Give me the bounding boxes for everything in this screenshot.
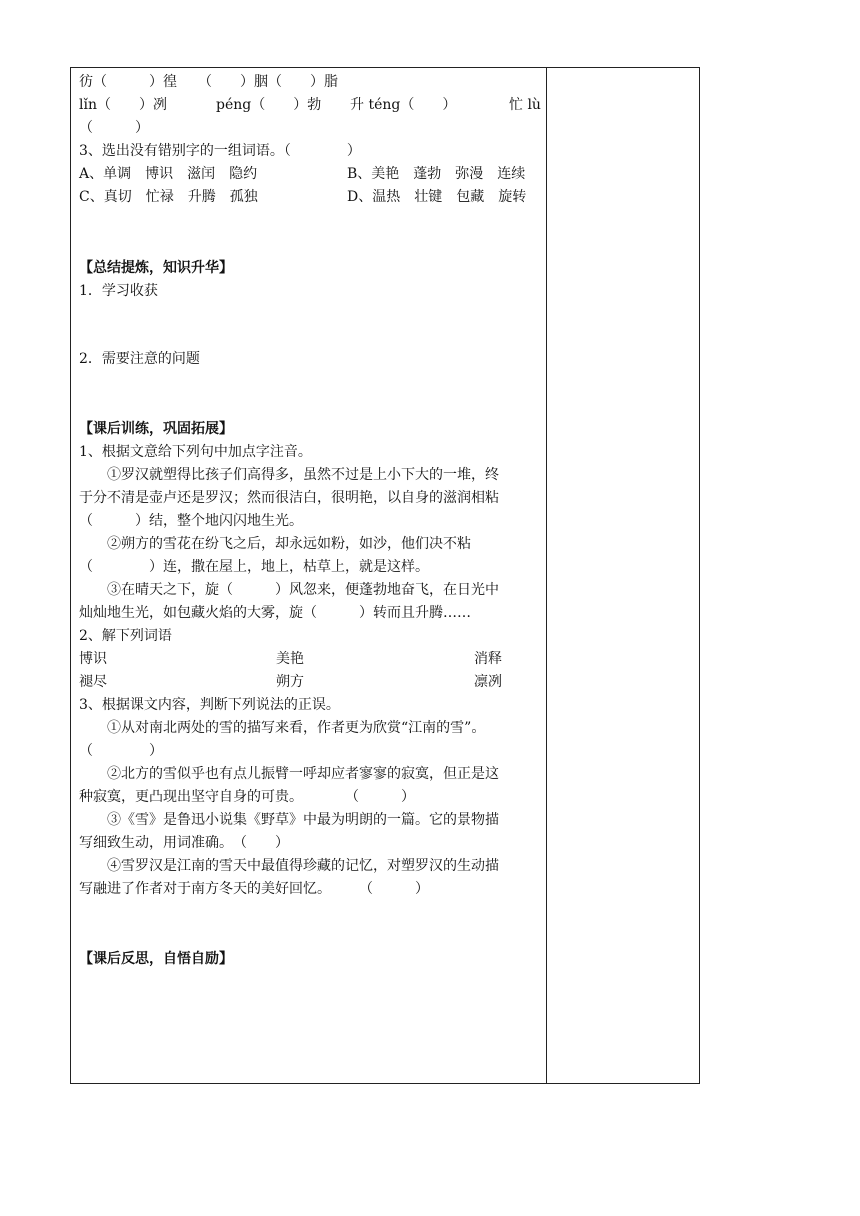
options-row-1 bbox=[79, 163, 541, 186]
summary-heading: 【总结提炼，知识升华】 bbox=[79, 260, 233, 276]
judge-3-line-2: 写细致生动，用词准确。 （ ） bbox=[79, 835, 289, 851]
word-item: 消释 bbox=[474, 651, 502, 667]
pinyin-line-2 bbox=[79, 94, 541, 117]
pinyin-item-lin: lǐn（ ）冽 bbox=[79, 97, 167, 113]
pinyin-item-peng: péng（ ）勃 bbox=[216, 97, 322, 113]
training-q2-title: 2、解下列词语 bbox=[79, 628, 172, 644]
sentence-3-line-1: ③在晴天之下，旋（ ）风忽来，便蓬勃地奋飞，在日光中 bbox=[107, 582, 499, 598]
sentence-2-line-2: （ ）连，撒在屋上，地上，枯草上，就是这样。 bbox=[79, 559, 429, 575]
words-row-1 bbox=[79, 648, 541, 671]
sentence-1-line-3: （ ）结，整个地闪闪地生光。 bbox=[79, 513, 303, 529]
judge-2-line-1: ②北方的雪似乎也有点儿振臂一呼却应者寥寥的寂寞，但正是这 bbox=[107, 766, 499, 782]
option-a: A、单调 博识 滋闰 隐约 bbox=[79, 166, 258, 182]
judge-1-line-2: （ ） bbox=[79, 743, 163, 759]
training-q1-title: 1、根据文意给下列句中加点字注音。 bbox=[79, 444, 312, 460]
pinyin-line-3: （ ） bbox=[79, 120, 149, 136]
sentence-2-line-1: ②朔方的雪花在纷飞之后，却永远如粉，如沙，他们决不粘 bbox=[107, 536, 471, 552]
training-q3-title: 3、根据课文内容，判断下列说法的正误。 bbox=[79, 697, 340, 713]
option-b: B、美艳 蓬勃 弥漫 连续 bbox=[347, 166, 526, 182]
sentence-1-line-2: 于分不清是壶卢还是罗汉；然而很洁白，很明艳，以自身的滋润相粘 bbox=[79, 490, 499, 506]
notes-column bbox=[547, 68, 699, 1083]
sentence-3-line-2: 灿灿地生光，如包藏火焰的大雾，旋（ ）转而且升腾…… bbox=[79, 605, 471, 621]
options-row-2 bbox=[79, 186, 541, 209]
pinyin-item-teng: 升 téng（ ） bbox=[350, 97, 457, 113]
option-c: C、真切 忙禄 升腾 孤独 bbox=[79, 189, 258, 205]
training-heading: 【课后训练，巩固拓展】 bbox=[79, 421, 233, 437]
judge-4-line-2: 写融进了作者对于南方冬天的美好回忆。 （ ） bbox=[79, 881, 429, 897]
question-3-title: 3、选出没有错别字的一组词语。（ ） bbox=[79, 143, 361, 159]
word-item: 美艳 bbox=[276, 651, 304, 667]
word-item: 褪尽 bbox=[79, 674, 107, 690]
word-item: 博识 bbox=[79, 651, 107, 667]
judge-3-line-1: ③《雪》是鲁迅小说集《野草》中最为明朗的一篇。它的景物描 bbox=[107, 812, 499, 828]
judge-1-line-1: ①从对南北两处的雪的描写来看，作者更为欣赏“江南的雪”。 bbox=[107, 720, 486, 736]
sentence-1-line-1: ①罗汉就塑得比孩子们高得多，虽然不过是上小下大的一堆，终 bbox=[107, 467, 499, 483]
option-d: D、温热 壮键 包藏 旋转 bbox=[347, 189, 527, 205]
summary-item-1: 1．学习收获 bbox=[79, 283, 158, 299]
words-row-2 bbox=[79, 671, 541, 694]
pinyin-item-lu: 忙 lù bbox=[509, 97, 541, 113]
reflection-heading: 【课后反思，自悟自励】 bbox=[79, 951, 233, 967]
worksheet-table bbox=[70, 67, 700, 1084]
judge-2-line-2: 种寂寞，更凸现出坚守自身的可贵。 （ ） bbox=[79, 789, 415, 805]
pinyin-line-1: 彷（ ）徨 （ ）胭（ ）脂 bbox=[79, 74, 338, 90]
judge-4-line-1: ④雪罗汉是江南的雪天中最值得珍藏的记忆，对塑罗汉的生动描 bbox=[107, 858, 499, 874]
word-item: 凛冽 bbox=[474, 674, 502, 690]
word-item: 朔方 bbox=[276, 674, 304, 690]
summary-item-2: 2．需要注意的问题 bbox=[79, 351, 200, 367]
